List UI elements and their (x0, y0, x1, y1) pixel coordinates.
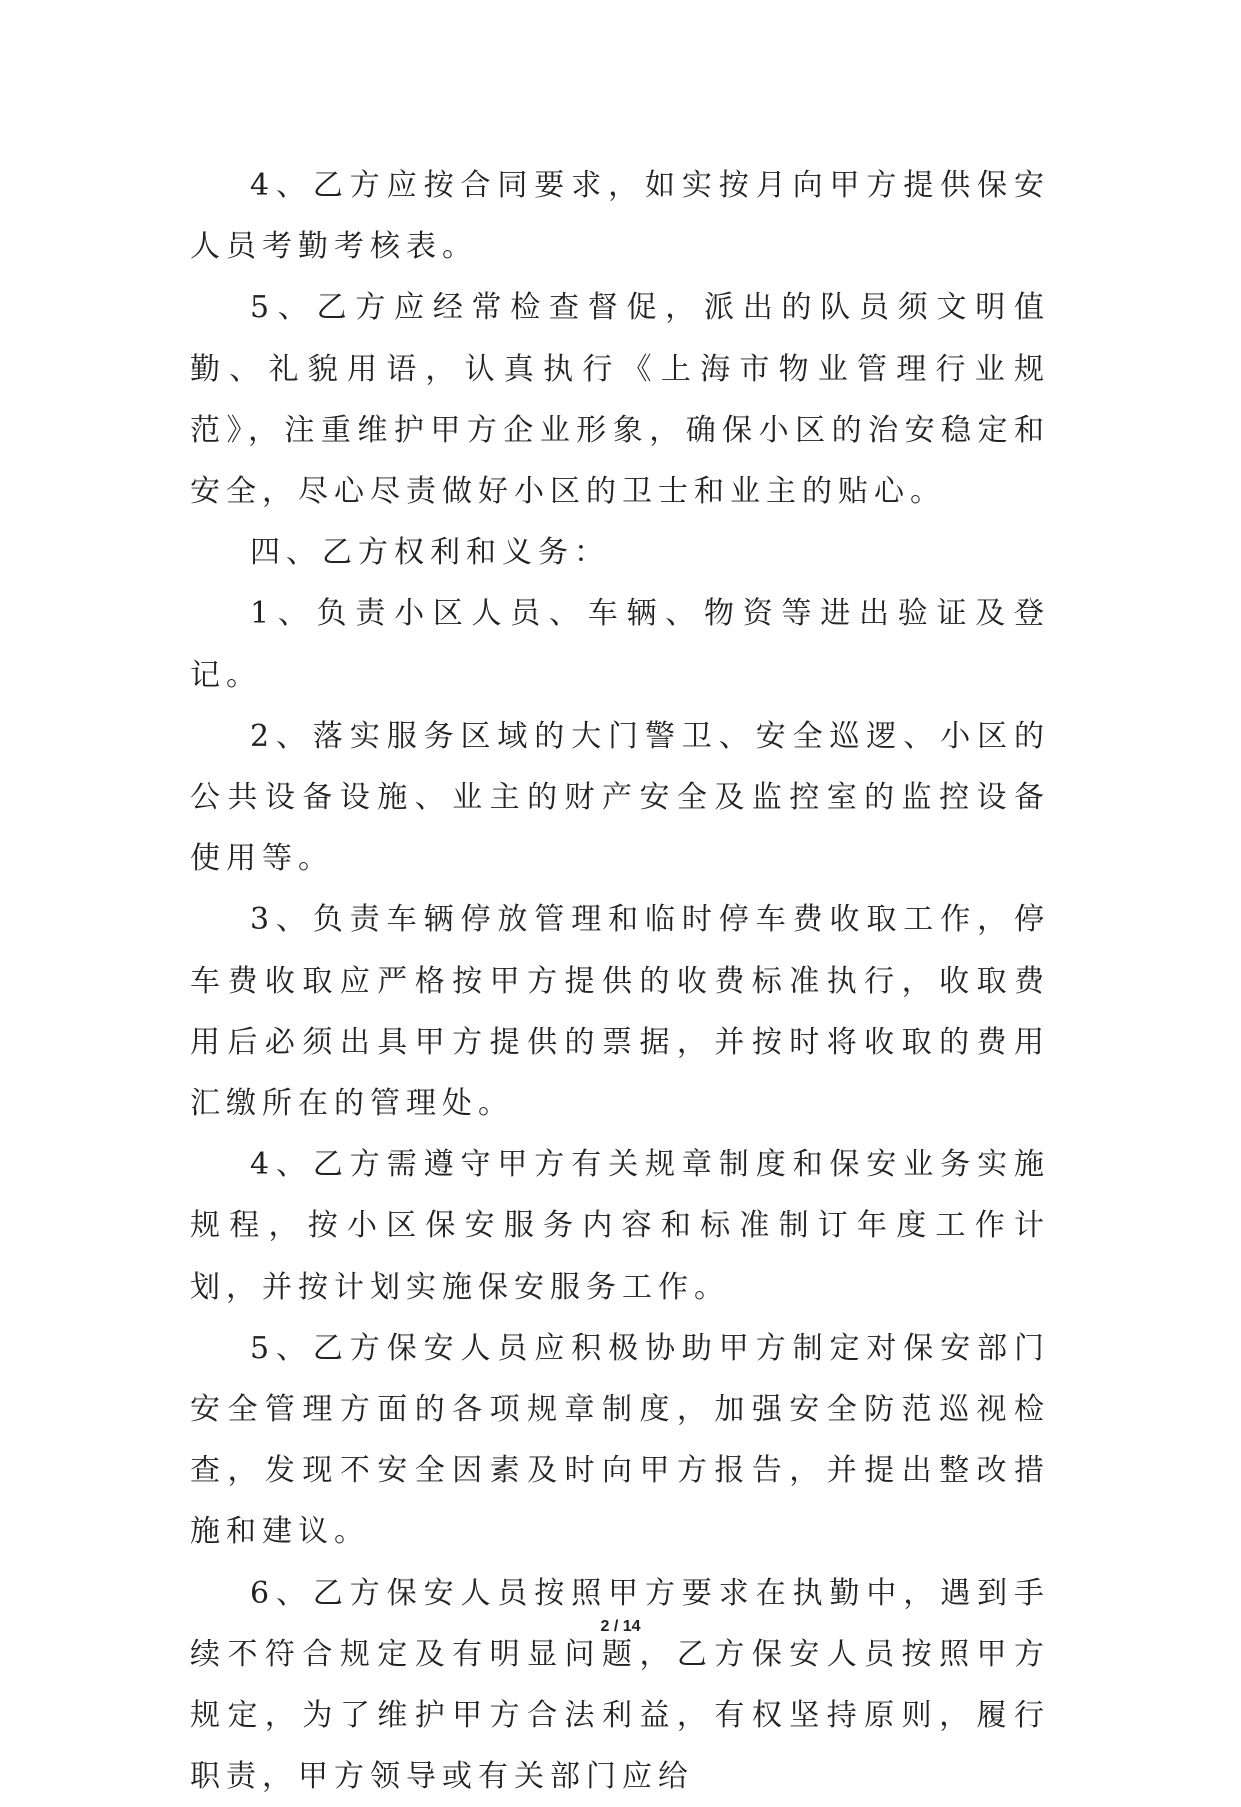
paragraph-4-regulations: 4、乙方需遵守甲方有关规章制度和保安业务实施规程，按小区保安服务内容和标准制订年度工作计划，并按计划实施保安服务工作。 (190, 1147, 1050, 1305)
page-number: 2 / 14 (600, 1618, 641, 1635)
paragraph-6-duty-principles: 6、乙方保安人员按照甲方要求在执勤中，遇到手续不符合规定及有明显问题，乙方保安人员按照甲方规定，为了维护甲方合法利益，有权坚持原则，履行职责，甲方领导或有关部门应给 (190, 1575, 1050, 1795)
paragraph-1-verification: 1、负责小区人员、车辆、物资等进出验证及登记。 (190, 596, 1050, 693)
paragraph-5-safety-management: 5、乙方保安人员应积极协助甲方制定对保安部门安全管理方面的各项规章制度，加强安全防范巡视检查，发现不安全因素及时向甲方报告，并提出整改措施和建议。 (190, 1330, 1050, 1550)
paragraph-3-parking: 3、负责车辆停放管理和临时停车费收取工作，停车费收取应严格按甲方提供的收费标准执行，收取费用后必须出具甲方提供的票据，并按时将收取的费用汇缴所在的管理处。 (190, 902, 1050, 1122)
paragraph-2-guard-duties: 2、落实服务区域的大门警卫、安全巡逻、小区的公共设备设施、业主的财产安全及监控室的监控设备使用等。 (190, 718, 1050, 877)
section-heading-rights-obligations: 四、乙方权利和义务： (250, 535, 610, 571)
paragraph-5-supervision: 5、乙方应经常检查督促，派出的队员须文明值勤、礼貌用语，认真执行《上海市物业管理行业规范》，注重维护甲方企业形象，确保小区的治安稳定和安全，尽心尽责做好小区的卫士和业主的贴心。 (190, 290, 1050, 510)
document-body (190, 155, 1050, 1807)
paragraph-4-attendance: 4、乙方应按合同要求，如实按月向甲方提供保安人员考勤考核表。 (190, 168, 1050, 265)
